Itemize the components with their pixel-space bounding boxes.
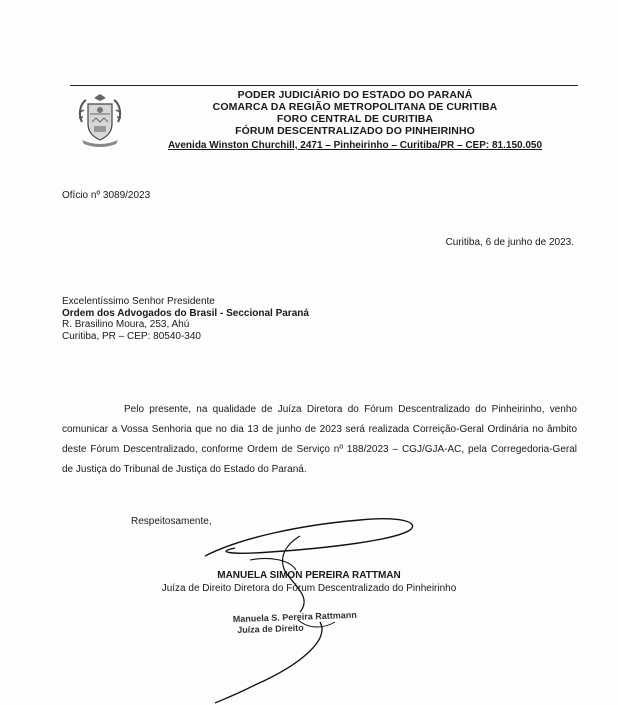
oficio-number: Ofício nº 3089/2023	[62, 190, 151, 201]
addressee-street: R. Brasilino Moura, 253, Ahú	[62, 319, 190, 330]
dateline: Curitiba, 6 de junho de 2023.	[445, 237, 574, 248]
body-paragraph	[62, 400, 577, 480]
header-line-4: FÓRUM DESCENTRALIZADO DO PINHEIRINHO	[235, 125, 475, 137]
addressee-organization: Ordem dos Advogados do Brasil - Seccional Paraná	[62, 307, 309, 319]
body-text: Pelo presente, na qualidade de Juíza Diretora do Fórum Descentralizado do Pinheirinho, venho comunicar a Vossa Senhoria que no dia 13 de junho de 2023 será realizada Correição-Geral Ordinária no âmbito deste Fórum Descentralizado, conforme Ordem de Serviço nº 188/2023 – CGJ/GJA-AC, pela Corregedoria-Geral de Justiça do Tribunal de Justiça do Estado do Paraná.	[62, 404, 577, 475]
court-header	[130, 89, 580, 137]
stamp-name: Manuela S. Pereira Rattmann	[232, 609, 357, 625]
header-line-2: COMARCA DA REGIÃO METROPOLITANA DE CURITIBA	[212, 101, 498, 113]
court-address: Avenida Winston Churchill, 2471 – Pinheirinho – Curitiba/PR – CEP: 81.150.050	[167, 140, 543, 151]
header-line-1: PODER JUDICIÁRIO DO ESTADO DO PARANÁ	[237, 89, 473, 101]
parana-coat-of-arms-icon	[74, 92, 126, 148]
addressee-city: Curitiba, PR – CEP: 80540-340	[62, 330, 201, 342]
signatory-role: Juíza de Direito Diretora do Fórum Descentralizado do Pinheirinho	[161, 583, 457, 594]
stamp-title: Juíza de Direito	[237, 622, 304, 636]
header-line-3: FORO CENTRAL DE CURITIBA	[276, 113, 434, 125]
signature-stamp	[233, 610, 358, 636]
header-rule	[70, 85, 578, 86]
addressee-salutation: Excelentíssimo Senhor Presidente	[62, 296, 215, 307]
signatory-name: MANUELA SIMON PEREIRA RATTMAN	[217, 570, 401, 581]
addressee-block	[62, 296, 309, 342]
closing: Respeitosamente,	[131, 516, 212, 527]
